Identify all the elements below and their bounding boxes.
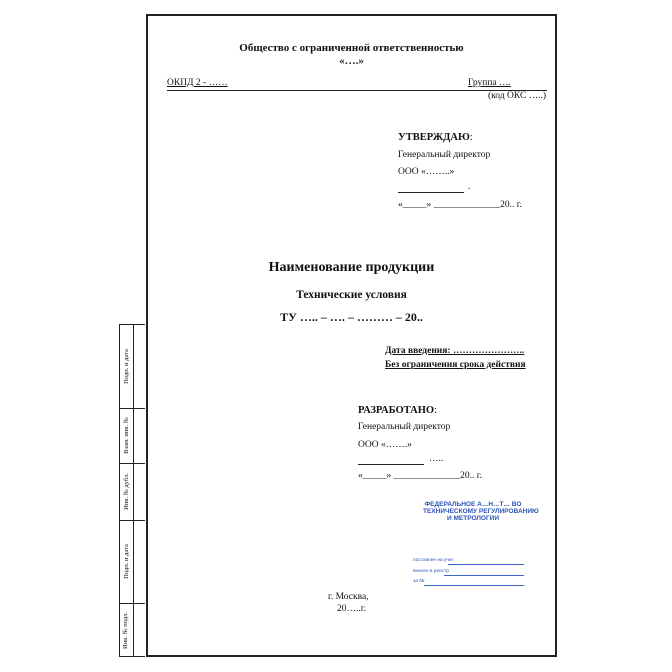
stamp-row-3-line (424, 585, 524, 586)
strip-label-orig-inv: Инв. № подл. (122, 611, 130, 649)
stamp-row-2: внесен в реестр (413, 569, 450, 574)
okpd-code: ОКПД 2 - …… (167, 78, 228, 88)
stamp-row-3: за № (413, 579, 425, 584)
developed-sign-dots: ….. (429, 454, 444, 464)
developed-role: Генеральный директор (358, 422, 451, 432)
oks-code: (код ОКС …..) (488, 91, 547, 101)
developed-title: РАЗРАБОТАНО (358, 405, 435, 416)
org-quote: «….» (339, 55, 364, 67)
developed-signature-line (358, 464, 424, 465)
stamp-line-1: ФЕДЕРАЛЬНОЕ А…Н…Т… ВО (424, 501, 522, 508)
group-code: Группа …. (468, 78, 511, 88)
footer-year: 20…..г. (337, 604, 366, 614)
approve-heading (398, 132, 473, 143)
stamp-row-1-line (448, 564, 524, 565)
approve-date: «_____» ______________20.. г. (398, 200, 522, 210)
document-page (146, 14, 557, 657)
strip-label-dup-inv: Инв. № дубл. (122, 473, 130, 510)
stamp-row-1: поставлен на учет (413, 558, 454, 563)
registration-stamp-header (423, 501, 539, 522)
developed-company: ООО «…….» (358, 440, 412, 450)
stamp-line-3: И МЕТРОЛОГИИ (447, 515, 499, 522)
developed-date: «_____» ______________20.. г. (358, 471, 482, 481)
approve-sign-dot: . (468, 182, 471, 192)
developed-colon: : (434, 405, 437, 416)
side-strip (119, 324, 145, 657)
org-name: Общество с ограниченной ответственностью (239, 42, 464, 54)
strip-label-sign-date-2: Подп. и дата (122, 544, 130, 579)
product-subtitle: Технические условия (296, 289, 407, 301)
developed-heading (358, 405, 437, 416)
stamp-line-2: ТЕХНИЧЕСКОМУ РЕГУЛИРОВАНИЮ (423, 508, 539, 515)
validity-term: Без ограничения срока действия (385, 360, 526, 370)
tu-number: ТУ ….. – …. – ……… – 20.. (280, 310, 423, 324)
intro-date: Дата введения: ………………….. (385, 346, 525, 356)
strip-label-replace-inv: Взам. инв. № (122, 417, 130, 454)
approve-role: Генеральный директор (398, 150, 491, 160)
approve-company: ООО «……..» (398, 167, 455, 177)
approve-title: УТВЕРЖДАЮ (398, 132, 470, 143)
approve-signature-line (398, 192, 464, 193)
product-name: Наименование продукции (268, 260, 435, 275)
stamp-row-2-line (444, 575, 524, 576)
approve-colon: : (469, 132, 473, 143)
footer-city: г. Москва, (328, 592, 369, 602)
strip-label-sign-date: Подп. и дата (122, 348, 130, 384)
